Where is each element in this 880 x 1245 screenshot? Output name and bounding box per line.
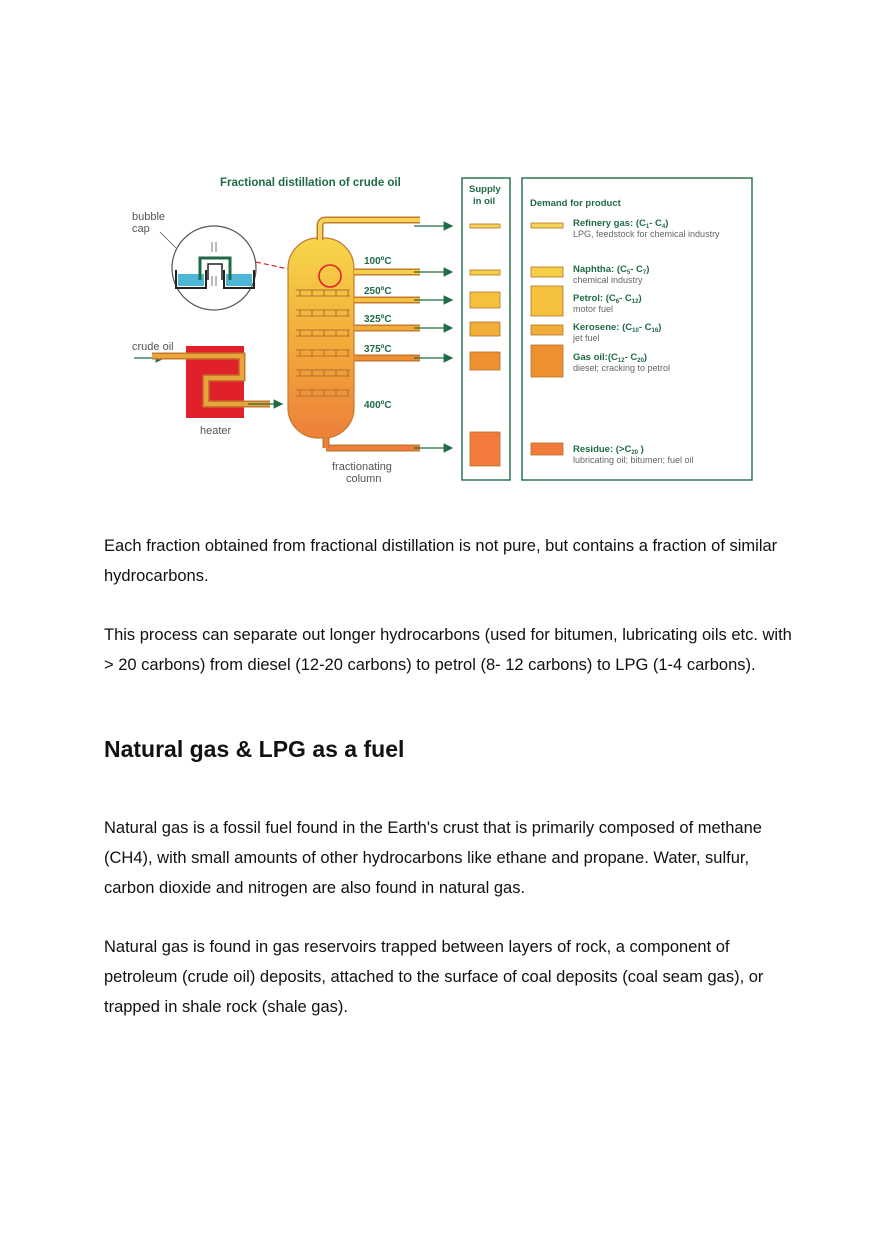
supply-header: Supply xyxy=(469,184,501,195)
paragraph-fractions: Each fraction obtained from fractional distillation is not pure, but contains a fraction of similar hydrocarbons. xyxy=(104,537,778,585)
distillation-figure xyxy=(120,150,760,490)
product-entry xyxy=(573,352,670,373)
svg-text:diesel; cracking to petrol: diesel; cracking to petrol xyxy=(573,363,671,373)
heater-label: heater xyxy=(200,425,232,437)
demand-bars xyxy=(531,223,563,455)
svg-text:Refinery gas: (C1- C4): Refinery gas: ($C_1-$ $C_4$) xyxy=(573,218,669,230)
svg-text:Petrol: (C6- C12): Petrol: ($C_6-$ $C_{12}$) xyxy=(573,293,642,305)
svg-text:Naphtha: (C5- C7): Naphtha: ($C_5-$ $C_7$) xyxy=(573,264,650,276)
supply-bars xyxy=(470,224,500,466)
paragraph-natural-gas: Natural gas is a fossil fuel found in the Earth's crust that is primarily composed of methane (CH4), with small amounts of other hydrocarbons like ethane and propane. Water, sulfur, carbon dioxide and nitrogen are also found in natural gas. xyxy=(104,819,762,897)
temp-label: 250ºC xyxy=(364,286,392,297)
svg-text:LPG, feedstock for chemical in: LPG, feedstock for chemical industry xyxy=(573,229,720,239)
crude-oil-label: crude oil xyxy=(132,341,174,353)
svg-text:lubricating oil; bitumen; fuel: lubricating oil; bitumen; fuel oil xyxy=(573,455,694,465)
column-label-2: column xyxy=(346,473,382,485)
fractionating-column xyxy=(288,220,382,446)
bubble-cap-label: bubble xyxy=(132,211,166,223)
temp-label: 400ºC xyxy=(364,400,392,411)
column-label: fractionating xyxy=(332,461,392,473)
paragraph-separation: This process can separate out longer hydrocarbons (used for bitumen, lubricating oils etc. with > 20 carbons) from diesel (12-20 carbons) to petrol (8- 12 carbons) to LPG (1-4 carbons). xyxy=(104,626,792,674)
paragraph-gas-reservoirs: Natural gas is found in gas reservoirs trapped between layers of rock, a component of petroleum (crude oil) deposits, attached to the surface of coal deposits (coal seam gas), or trapped in shale rock (shale gas). xyxy=(104,938,764,1016)
svg-text:Gas oil:(C12- C20): Gas $oil:(C_{12}-$ $C_{20}$) xyxy=(573,352,648,364)
product-entry xyxy=(573,444,694,465)
temp-label: 325ºC xyxy=(364,314,392,325)
supply-header-2: in oil xyxy=(473,196,496,207)
temp-label: 100ºC xyxy=(364,256,392,267)
svg-text:jet fuel: jet fuel xyxy=(573,333,600,343)
svg-text:motor fuel: motor fuel xyxy=(573,304,614,314)
demand-header: Demand for product xyxy=(530,198,621,209)
product-entry xyxy=(572,322,661,343)
product-entry xyxy=(573,218,720,239)
figure-title: Fractional distillation of crude oil xyxy=(220,177,401,189)
svg-text:chemical industry: chemical industry xyxy=(573,275,643,285)
section-heading: Natural gas & LPG as a fuel xyxy=(104,736,405,762)
bubble-cap-label-2: cap xyxy=(132,223,150,235)
product-entry xyxy=(573,264,649,285)
svg-text:Residue: (>C20 ): Residue: ($>C_{20}$ ) xyxy=(573,444,644,456)
product-entry xyxy=(573,293,642,314)
bubble-cap-detail xyxy=(172,226,256,310)
svg-text:Kerosene: (C10- C16): Kerosene: ($C_{10}-$ $C_{16}$) xyxy=(573,322,662,334)
temp-label: 375ºC xyxy=(364,344,392,355)
